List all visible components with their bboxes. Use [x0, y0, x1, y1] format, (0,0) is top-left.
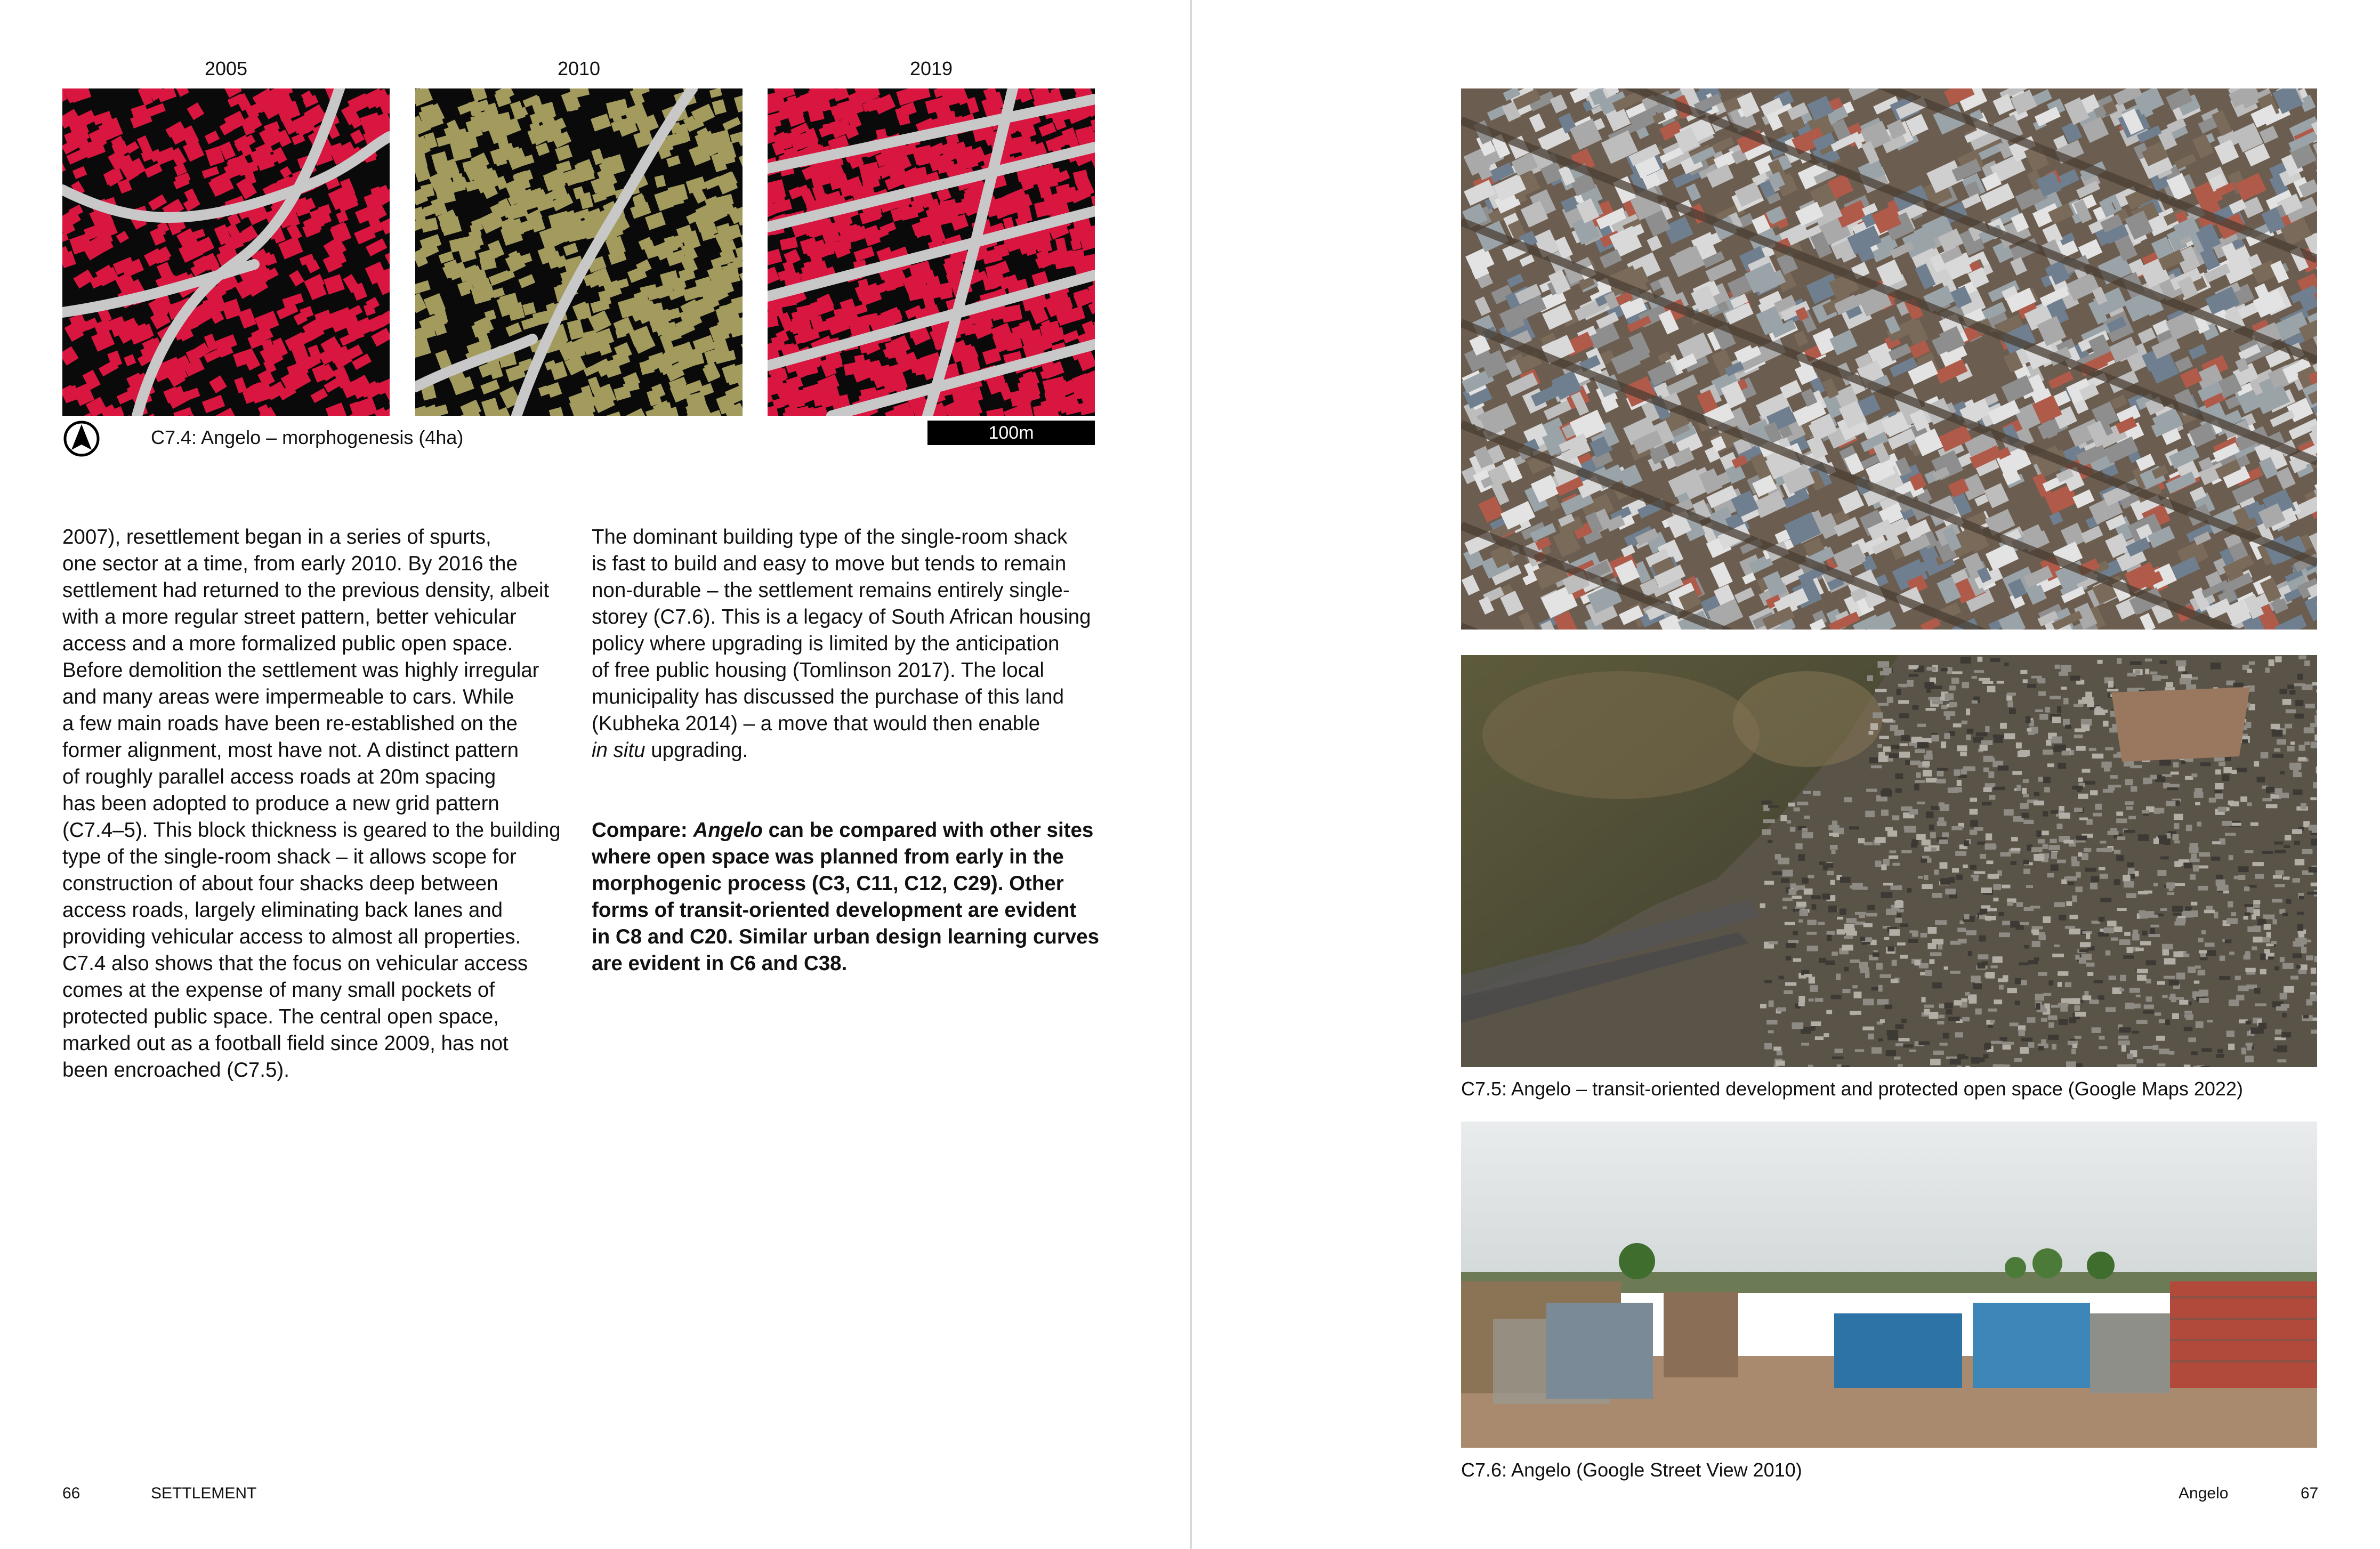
body-line: of roughly parallel access roads at 20m spacing	[62, 765, 496, 788]
compare-site-name: Angelo	[693, 819, 763, 842]
year-label-2005: 2005	[204, 58, 248, 79]
body-line: access and a more formalized public open space.	[62, 632, 513, 655]
body-column-2	[592, 524, 1103, 977]
compare-line: morphogenic process (C3, C11, C12, C29). Other	[592, 872, 1064, 895]
body-line: providing vehicular access to almost all properties.	[62, 925, 521, 948]
body-line: marked out as a football field since 2009, has not	[62, 1032, 509, 1055]
running-head-right: Angelo	[2179, 1485, 2229, 1502]
body-line: policy where upgrading is limited by the anticipation	[592, 632, 1060, 655]
page-number-right: 67	[2301, 1485, 2319, 1502]
figure-caption-c7-5: C7.5: Angelo – transit-oriented development and protected open space (Google Maps 2022)	[1461, 1078, 2243, 1100]
map-2019	[768, 88, 1095, 416]
map-2010	[415, 88, 743, 416]
body-line: non-durable – the settlement remains entirely single-	[592, 579, 1070, 602]
body-column-1	[62, 524, 574, 1084]
body-line: Before demolition the settlement was highly irregular	[62, 659, 539, 682]
body-line: with a more regular street pattern, better vehicular	[62, 606, 517, 628]
body-line: (Kubheka 2014) – a move that would then enable	[592, 712, 1040, 735]
year-label-2010: 2010	[557, 58, 601, 79]
body-line: a few main roads have been re-established on the	[62, 712, 518, 735]
compare-line: in C8 and C20. Similar urban design learning curves	[592, 925, 1100, 948]
body-line: protected public space. The central open space,	[62, 1005, 499, 1028]
body-line: type of the single-room shack – it allows scope for	[62, 845, 517, 868]
figure-caption-c7-4: C7.4: Angelo – morphogenesis (4ha)	[151, 426, 464, 448]
compare-text: can be compared with other sites	[762, 819, 1094, 842]
year-label-2019: 2019	[909, 58, 953, 79]
body-line: The dominant building type of the single-room shack	[592, 526, 1068, 548]
map-2005	[62, 88, 390, 416]
body-line: construction of about four shacks deep between	[62, 872, 498, 895]
body-line: access roads, largely eliminating back lanes and	[62, 899, 503, 922]
compare-line: forms of transit-oriented development are evident	[592, 899, 1077, 922]
compare-line: are evident in C6 and C38.	[592, 952, 848, 975]
figure-caption-c7-6: C7.6: Angelo (Google Street View 2010)	[1461, 1459, 1802, 1481]
body-line: been encroached (C7.5).	[62, 1059, 289, 1082]
compare-line	[592, 817, 1103, 844]
italic-term: in situ	[592, 739, 646, 762]
body-line: 2007), resettlement began in a series of spurts,	[62, 526, 491, 548]
body-line: former alignment, most have not. A distinct pattern	[62, 739, 519, 762]
body-line: settlement had returned to the previous density, albeit	[62, 579, 550, 602]
body-line: one sector at a time, from early 2010. By 2016 the	[62, 552, 518, 575]
body-line: comes at the expense of many small pockets of	[62, 979, 495, 1002]
aerial-photo-grid	[1461, 88, 2317, 630]
street-view-photo-c7-6	[1461, 1122, 2317, 1448]
body-line: has been adopted to produce a new grid pattern	[62, 792, 499, 815]
body-line: is fast to build and easy to move but tends to remain	[592, 552, 1067, 575]
body-line: C7.4 also shows that the focus on vehicular access	[62, 952, 528, 975]
north-arrow-icon	[63, 420, 100, 457]
page-number-left: 66	[62, 1485, 80, 1502]
body-text: upgrading.	[645, 739, 748, 762]
book-spine	[1190, 0, 1192, 1549]
body-line: (C7.4–5). This block thickness is geared to the building	[62, 819, 561, 842]
oblique-aerial-photo-c7-5	[1461, 655, 2317, 1067]
compare-line: where open space was planned from early in the	[592, 845, 1064, 868]
body-line: municipality has discussed the purchase of this land	[592, 685, 1064, 708]
body-line	[592, 737, 1103, 764]
compare-label: Compare:	[592, 819, 693, 842]
scale-bar: 100m	[927, 421, 1095, 445]
section-title: SETTLEMENT	[151, 1485, 257, 1502]
body-line: and many areas were impermeable to cars. While	[62, 685, 514, 708]
body-line: storey (C7.6). This is a legacy of South African housing	[592, 606, 1091, 628]
body-line: of free public housing (Tomlinson 2017). The local	[592, 659, 1044, 682]
